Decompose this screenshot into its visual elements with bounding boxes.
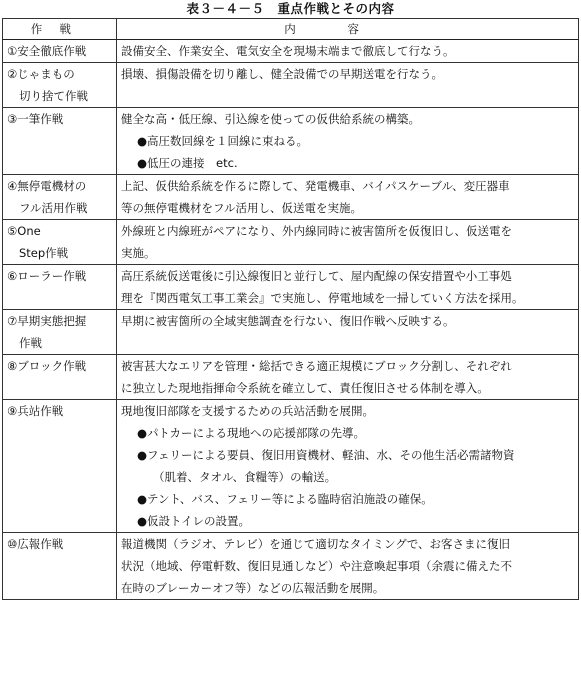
content-line: 等の無停電機材をフル活用し、仮送電を実施。 bbox=[121, 201, 363, 215]
table-row bbox=[3, 175, 579, 220]
strategy-content-cell bbox=[117, 108, 579, 175]
strategy-content-cell bbox=[117, 400, 579, 533]
content-line: 高圧系統仮送電後に引込線復旧と並行して、屋内配線の保安措置や小工事処 bbox=[121, 269, 512, 283]
content-line: 被害甚大なエリアを管理・総括できる適正規模にブロック分割し、それぞれ bbox=[121, 359, 512, 373]
table-row bbox=[3, 63, 579, 108]
strategy-name-line: ⑧ブロック作戦 bbox=[7, 359, 87, 373]
table-row bbox=[3, 220, 579, 265]
strategy-content-cell bbox=[117, 355, 579, 400]
strategy-name-line: ③一筆作戦 bbox=[7, 112, 64, 126]
table-body bbox=[3, 40, 579, 600]
strategy-name-line: 作戦 bbox=[19, 336, 42, 350]
strategy-content-cell bbox=[117, 310, 579, 355]
strategy-name-cell bbox=[3, 175, 117, 220]
bullet-line: ●テント、バス、フェリー等による臨時宿泊施設の確保。 bbox=[137, 492, 433, 506]
strategy-content-cell bbox=[117, 63, 579, 108]
header-content-label: 内容 bbox=[284, 22, 411, 36]
strategy-name-line: ⑤One bbox=[7, 224, 41, 238]
table-row bbox=[3, 533, 579, 600]
header-strategy-label: 作戦 bbox=[30, 22, 89, 36]
strategy-name-line: ②じゃまもの bbox=[7, 67, 75, 81]
strategy-name-line: ⑦早期実態把握 bbox=[7, 314, 87, 328]
strategy-name-line: Step作戦 bbox=[19, 246, 69, 260]
strategy-name-cell bbox=[3, 400, 117, 533]
bullet-line: ●低圧の連接 etc. bbox=[137, 156, 238, 170]
strategy-name-line: ⑩広報作戦 bbox=[7, 537, 64, 551]
strategy-content-cell bbox=[117, 265, 579, 310]
content-line: 上記、仮供給系統を作るに際して、発電機車、バイパスケーブル、変圧器車 bbox=[121, 179, 510, 193]
table-caption: 表３－４－５ 重点作戦とその内容 bbox=[186, 1, 395, 16]
table-row bbox=[3, 400, 579, 533]
content-line: 理を『関西電気工事工業会』で実施し、停電地域を一掃していく方法を採用。 bbox=[121, 291, 524, 305]
strategy-name-cell bbox=[3, 220, 117, 265]
content-line: 設備安全、作業安全、電気安全を現場末端まで徹底して行なう。 bbox=[121, 44, 455, 58]
strategy-name-cell bbox=[3, 533, 117, 600]
content-line: 早期に被害箇所の全域実態調査を行ない、復旧作戦へ反映する。 bbox=[121, 314, 455, 328]
table-row bbox=[3, 40, 579, 63]
strategy-name-cell bbox=[3, 108, 117, 175]
strategy-name-line: 切り捨て作戦 bbox=[19, 89, 88, 103]
strategy-content-cell bbox=[117, 533, 579, 600]
content-line: 在時のブレーカーオフ等）などの広報活動を展開。 bbox=[121, 581, 385, 595]
header-row bbox=[3, 19, 579, 40]
content-line: 健全な高・低圧線、引込線を使っての仮供給系統の構築。 bbox=[121, 112, 420, 126]
content-line: （肌着、タオル、食糧等）の輸送。 bbox=[153, 470, 337, 484]
table-row bbox=[3, 310, 579, 355]
strategy-content-cell bbox=[117, 220, 579, 265]
content-line: 外線班と内線班がペアになり、外内線同時に被害箇所を仮復旧し、仮送電を bbox=[121, 224, 512, 238]
table-row bbox=[3, 265, 579, 310]
strategy-name-line: ④無停電機材の bbox=[7, 179, 87, 193]
content-line: 報道機関（ラジオ、テレビ）を通じて適切なタイミングで、お客さまに復旧 bbox=[121, 537, 511, 551]
bullet-line: ●パトカーによる現地への応援部隊の先導。 bbox=[137, 426, 365, 440]
header-content bbox=[117, 19, 579, 40]
header-strategy bbox=[3, 19, 117, 40]
strategy-name-line: ①安全徹底作戦 bbox=[7, 44, 87, 58]
strategy-name-line: ⑨兵站作戦 bbox=[7, 404, 64, 418]
strategy-content-cell bbox=[117, 40, 579, 63]
bullet-line: ●フェリーによる要員、復旧用資機材、軽油、水、その他生活必需諸物資 bbox=[137, 448, 515, 462]
strategy-name-cell bbox=[3, 63, 117, 108]
strategy-name-cell bbox=[3, 355, 117, 400]
content-line: 損壊、損傷設備を切り離し、健全設備での早期送電を行なう。 bbox=[121, 67, 443, 81]
table-row bbox=[3, 355, 579, 400]
content-line: 状況（地域、停電軒数、復旧見通しなど）や注意喚起事項（余震に備えた不 bbox=[121, 559, 512, 573]
strategy-table bbox=[2, 18, 579, 600]
content-line: に独立した現地指揮命令系統を確立して、責任復旧させる体制を導入。 bbox=[121, 381, 489, 395]
content-line: 現地復旧部隊を支援するための兵站活動を展開。 bbox=[121, 404, 374, 418]
strategy-name-cell bbox=[3, 265, 117, 310]
strategy-name-cell bbox=[3, 310, 117, 355]
table-row bbox=[3, 108, 579, 175]
strategy-content-cell bbox=[117, 175, 579, 220]
content-line: 実施。 bbox=[121, 246, 156, 260]
strategy-name-line: ⑥ローラー作戦 bbox=[7, 269, 87, 283]
strategy-name-cell bbox=[3, 40, 117, 63]
strategy-name-line: フル活用作戦 bbox=[19, 201, 88, 215]
bullet-line: ●高圧数回線を１回線に束ねる。 bbox=[137, 134, 309, 148]
bullet-line: ●仮設トイレの設置。 bbox=[137, 514, 250, 528]
